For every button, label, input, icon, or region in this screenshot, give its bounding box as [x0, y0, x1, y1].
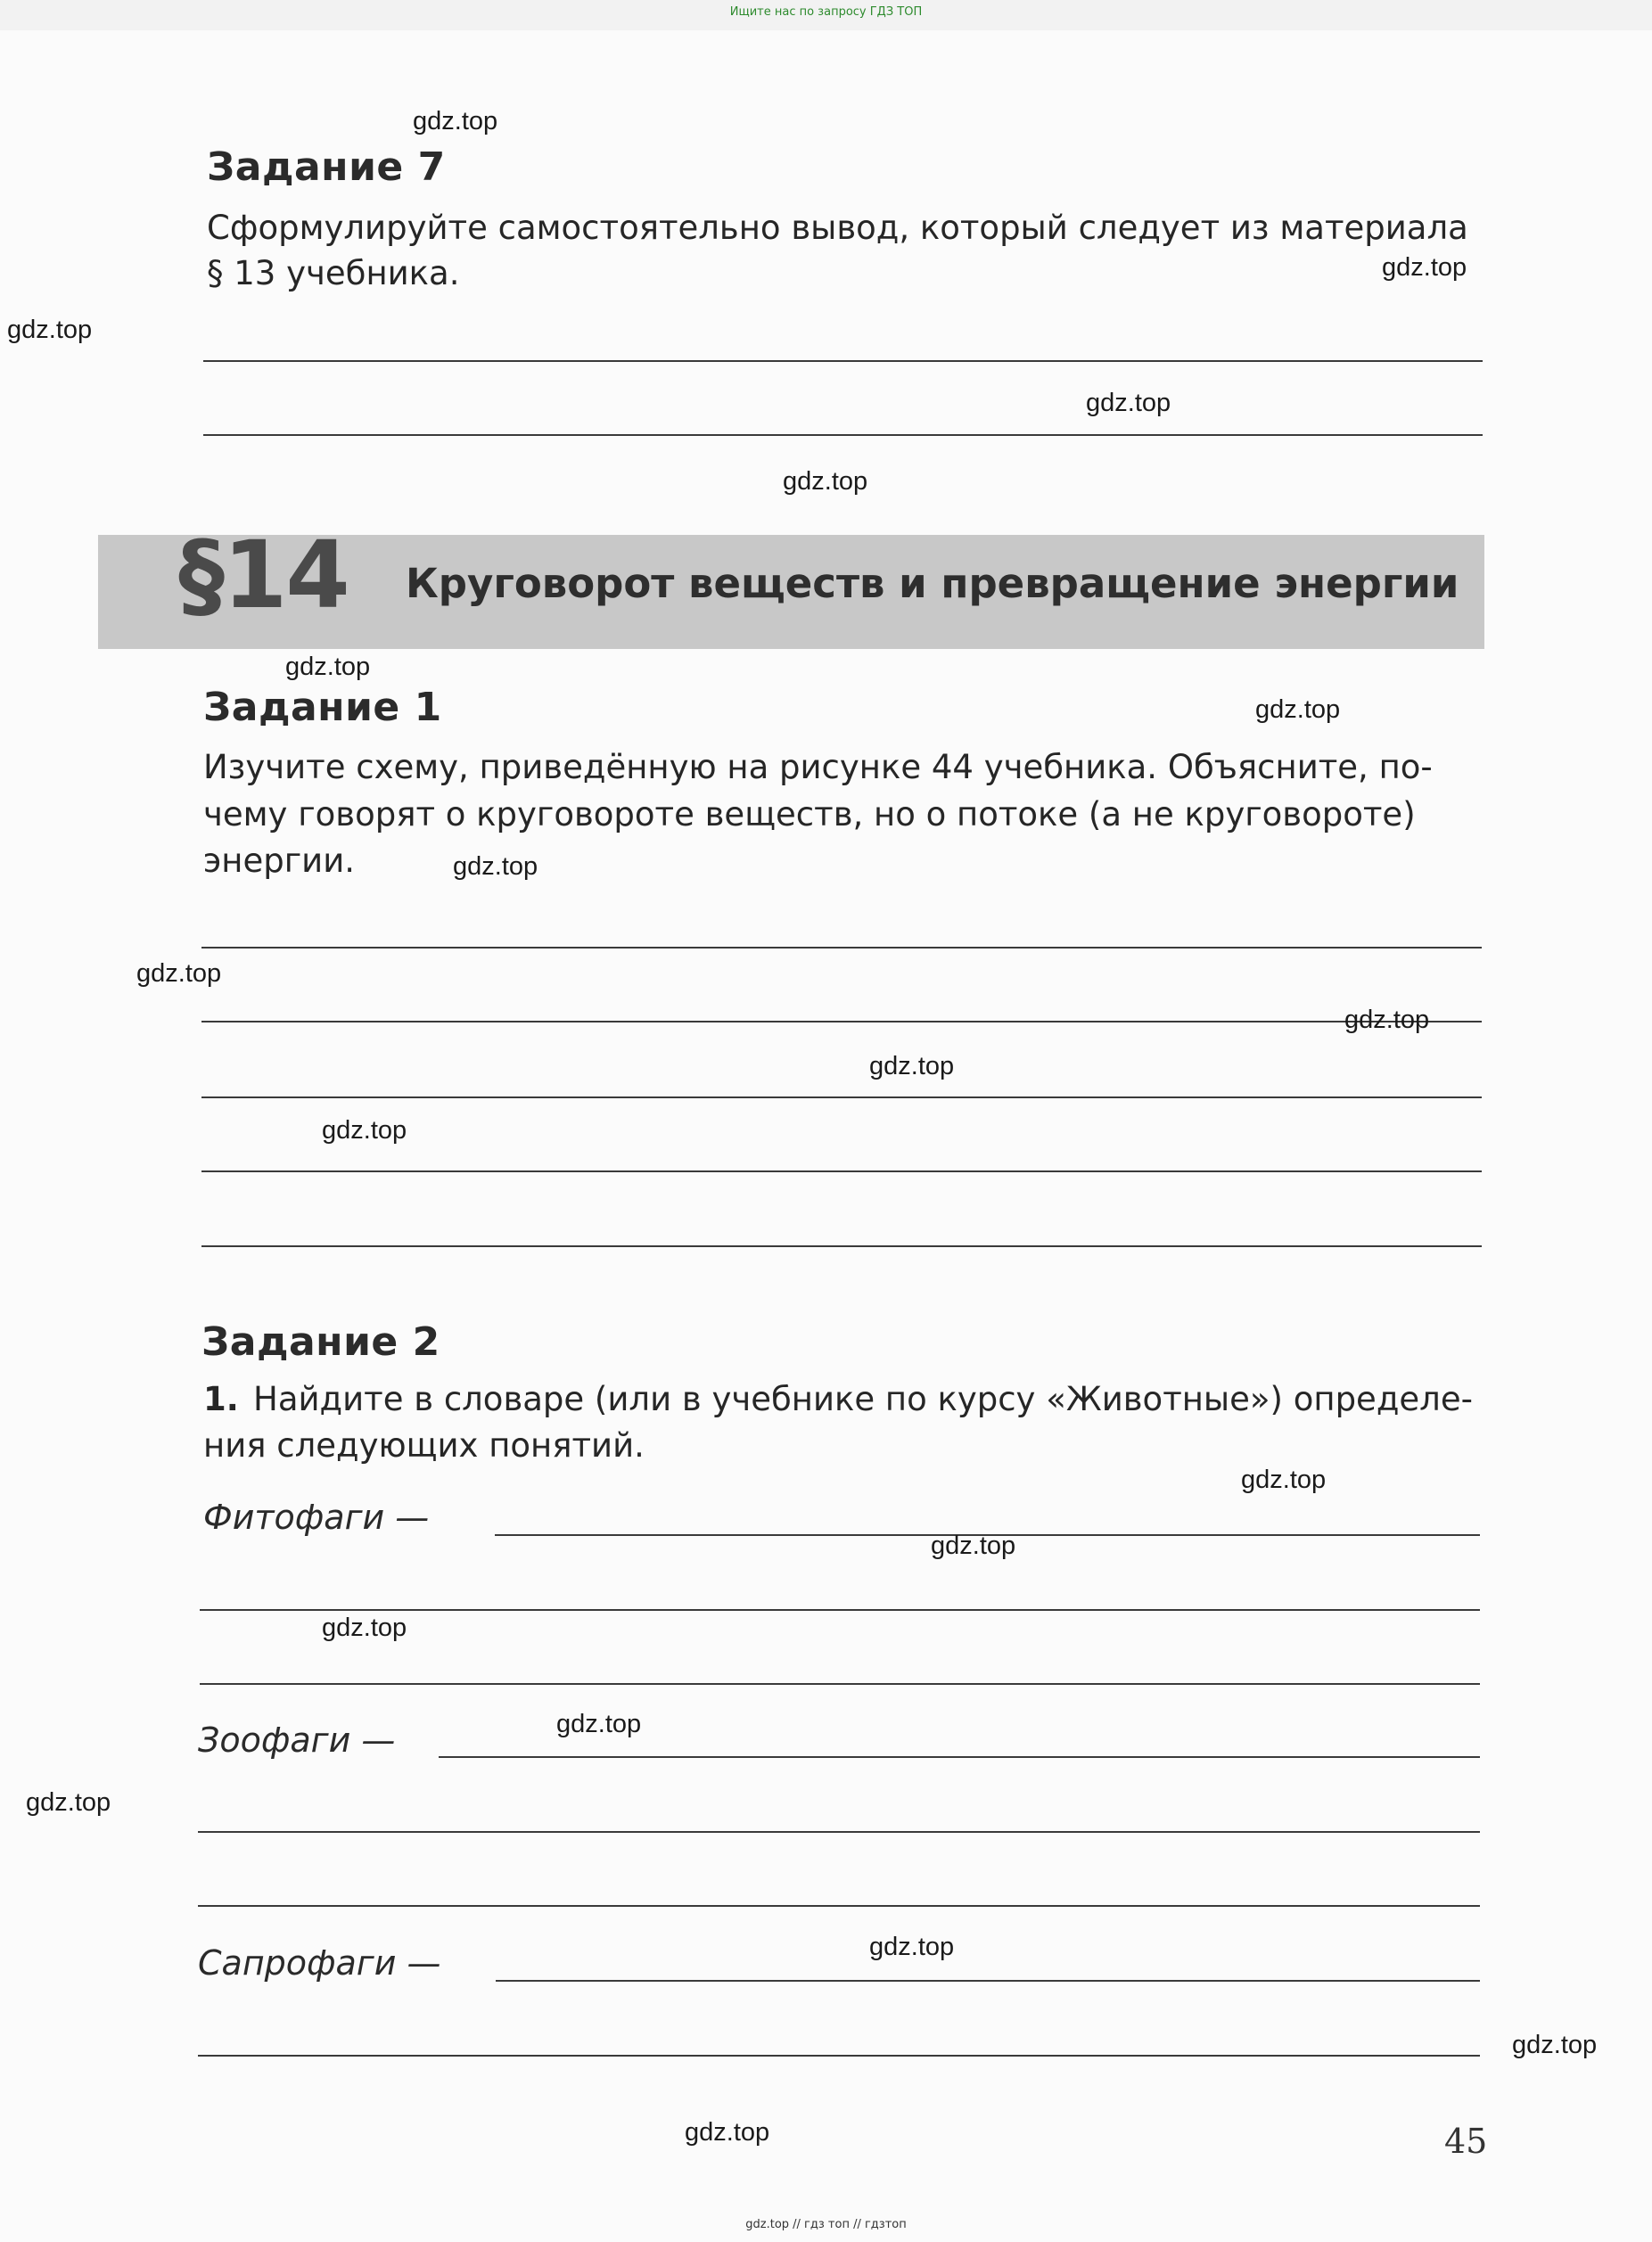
watermark: gdz.top: [1255, 695, 1341, 724]
task7-heading: Задание 7: [207, 144, 446, 190]
watermark: gdz.top: [1382, 253, 1467, 282]
answer-line: [200, 1683, 1480, 1685]
answer-line: [201, 947, 1482, 949]
task1-text-line1: Изучите схему, приведённую на рисунке 44 учебника. Объясните, по-: [203, 748, 1433, 786]
answer-line: [439, 1756, 1480, 1758]
page-number: 45: [1444, 2122, 1488, 2161]
bottom-note: gdz.top // гдз топ // гдзтоп: [745, 2218, 907, 2231]
task2-text-line1: Найдите в словаре (или в учебнике по курсу «Животные») определе-: [253, 1380, 1473, 1418]
answer-line: [496, 1980, 1480, 1982]
task1-text-line2: чему говорят о круговороте веществ, но о потоке (а не круговороте): [203, 795, 1416, 834]
task1-heading: Задание 1: [203, 685, 442, 730]
answer-line: [201, 1021, 1482, 1022]
task2-item-number: 1.: [203, 1380, 239, 1418]
task7-text-line2: § 13 учебника.: [207, 254, 460, 292]
watermark: gdz.top: [7, 316, 93, 344]
watermark: gdz.top: [453, 852, 538, 881]
watermark: gdz.top: [685, 2118, 770, 2147]
answer-line: [198, 1905, 1480, 1907]
watermark: gdz.top: [1086, 389, 1171, 417]
watermark: gdz.top: [556, 1710, 642, 1738]
watermark: gdz.top: [413, 107, 498, 136]
task7-text-line1: Сформулируйте самостоятельно вывод, который следует из материала: [207, 209, 1468, 247]
watermark: gdz.top: [931, 1532, 1016, 1560]
section-title: Круговорот веществ и превращение энергии: [406, 560, 1459, 607]
term-saprophages: Сапрофаги —: [198, 1943, 441, 1983]
watermark: gdz.top: [322, 1116, 407, 1145]
task2-heading: Задание 2: [201, 1319, 440, 1365]
watermark: gdz.top: [869, 1933, 955, 1961]
watermark: gdz.top: [136, 959, 222, 988]
watermark: gdz.top: [1344, 1006, 1430, 1034]
watermark: gdz.top: [1241, 1466, 1327, 1494]
watermark: gdz.top: [869, 1052, 955, 1080]
watermark: gdz.top: [783, 467, 868, 496]
answer-line: [203, 360, 1483, 362]
watermark: gdz.top: [322, 1614, 407, 1642]
answer-line: [198, 1831, 1480, 1833]
answer-line: [201, 1096, 1482, 1098]
top-note: Ищите нас по запросу ГДЗ ТОП: [729, 5, 923, 19]
watermark: gdz.top: [1512, 2031, 1598, 2059]
task1-text-line3: энергии.: [203, 842, 356, 880]
watermark: gdz.top: [26, 1788, 111, 1817]
answer-line: [203, 434, 1483, 436]
section-number: §14: [178, 521, 349, 629]
answer-line: [201, 1245, 1482, 1247]
answer-line: [201, 1170, 1482, 1172]
answer-line: [200, 1609, 1480, 1611]
term-zoophages: Зоофаги —: [198, 1721, 396, 1760]
task2-text-line2: ния следующих понятий.: [203, 1426, 645, 1465]
answer-line: [198, 2055, 1480, 2057]
term-phytophages: Фитофаги —: [203, 1498, 430, 1537]
watermark: gdz.top: [285, 653, 371, 681]
